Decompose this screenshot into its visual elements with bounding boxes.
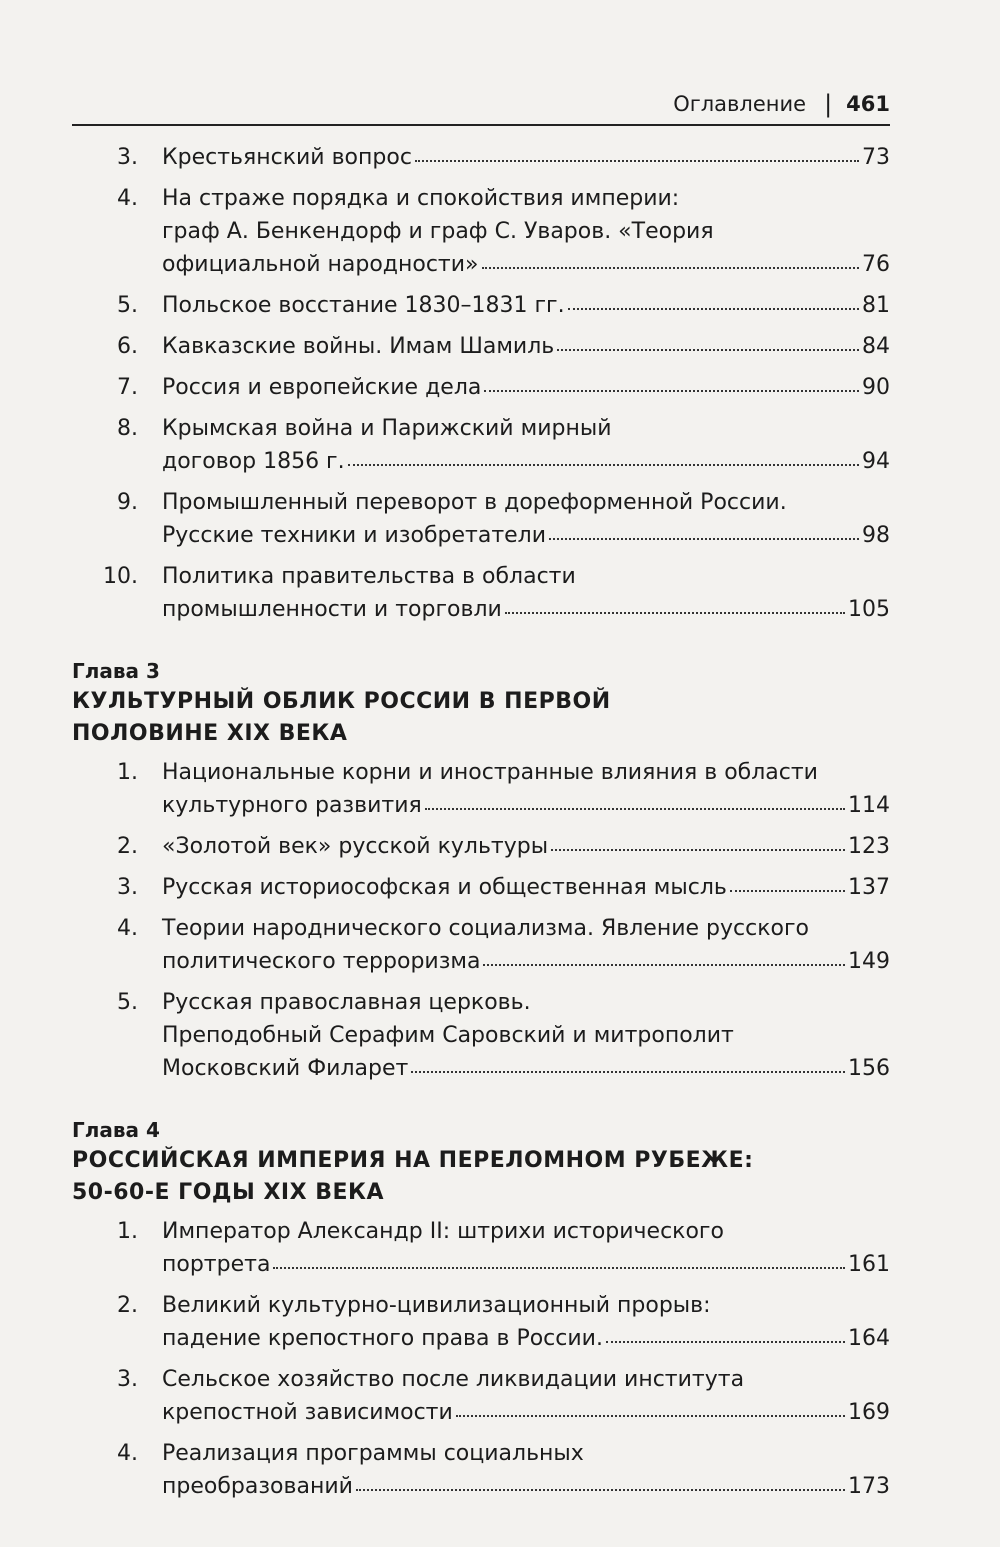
entry-page-number: 149 [848, 949, 890, 974]
dot-leader [484, 390, 859, 392]
toc-entry[interactable] [72, 330, 890, 363]
dot-leader [568, 308, 859, 310]
entry-body [162, 560, 890, 626]
entry-title-line: Сельское хозяйство после ликвидации института [162, 1367, 745, 1392]
entry-body [162, 141, 890, 174]
entry-body [162, 330, 890, 363]
entry-title-line: Император Александр II: штрихи исторического [162, 1219, 724, 1244]
dot-leader [505, 612, 845, 614]
entry-title-line: Теории народнического социализма. Явление русского [162, 916, 809, 941]
entry-title-line: культурного развития [162, 793, 422, 818]
entry-number: 1. [117, 760, 138, 785]
entry-last-line [162, 519, 890, 552]
dot-leader [273, 1267, 845, 1269]
toc-entry[interactable] [72, 371, 890, 404]
entry-last-line [162, 1248, 890, 1281]
dot-leader [549, 538, 859, 540]
toc-entry[interactable] [72, 756, 890, 822]
entry-page-number: 114 [848, 793, 890, 818]
entry-body [162, 1363, 890, 1429]
dot-leader [411, 1071, 845, 1073]
entry-title-line: Русская историософская и общественная мысль [162, 875, 727, 900]
entry-title-line: промышленности и торговли [162, 597, 502, 622]
toc-entry[interactable] [72, 871, 890, 904]
entry-page-number: 90 [862, 375, 890, 400]
entry-title-line: Кавказские войны. Имам Шамиль [162, 334, 555, 359]
chapter-title-line: 50-60-Е ГОДЫ XIX ВЕКА [72, 1180, 385, 1205]
entry-body [162, 182, 890, 281]
header-separator: | [824, 90, 833, 118]
entry-body [162, 371, 890, 404]
entry-last-line [162, 1470, 890, 1503]
entry-body [162, 830, 890, 863]
entry-title-line: Русская православная церковь. [162, 990, 531, 1015]
entry-title-line: граф А. Бенкендорф и граф С. Уваров. «Теория [162, 219, 714, 244]
entry-number: 9. [117, 490, 138, 515]
table-of-contents [72, 141, 890, 1511]
entry-body [162, 486, 890, 552]
entry-title-line: Национальные корни и иностранные влияния в области [162, 760, 818, 785]
entry-page-number: 94 [862, 449, 890, 474]
entry-last-line [162, 1396, 890, 1429]
entry-last-line [162, 330, 890, 363]
entry-number: 4. [117, 186, 138, 211]
toc-entry[interactable] [72, 560, 890, 626]
entry-page-number: 169 [848, 1400, 890, 1425]
entry-body [162, 289, 890, 322]
entry-title-line: договор 1856 г. [162, 449, 345, 474]
entry-page-number: 123 [848, 834, 890, 859]
toc-entry[interactable] [72, 830, 890, 863]
entry-title-line: портрета [162, 1252, 271, 1277]
entry-title-line: Реализация программы социальных [162, 1441, 584, 1466]
entry-title-line: крепостной зависимости [162, 1400, 453, 1425]
entry-body [162, 986, 890, 1085]
entry-title-line: «Золотой век» русской культуры [162, 834, 549, 859]
header-rule [72, 124, 890, 126]
toc-entry[interactable] [72, 182, 890, 281]
entry-last-line [162, 1052, 890, 1085]
toc-entry[interactable] [72, 1289, 890, 1355]
chapter-title-line: КУЛЬТУРНЫЙ ОБЛИК РОССИИ В ПЕРВОЙ [72, 689, 611, 714]
entry-title-line: На страже порядка и спокойствия империи: [162, 186, 680, 211]
dot-leader [425, 808, 845, 810]
entry-title-line: Россия и европейские дела [162, 375, 482, 400]
toc-entry[interactable] [72, 1437, 890, 1503]
dot-leader [606, 1341, 845, 1343]
entry-title-line: Промышленный переворот в дореформенной России. [162, 490, 787, 515]
entry-title-line: Польское восстание 1830–1831 гг. [162, 293, 565, 318]
entry-number: 2. [117, 1293, 138, 1318]
entry-title-line: Преподобный Серафим Саровский и митрополит [162, 1023, 734, 1048]
entry-last-line [162, 830, 890, 863]
entry-title-line: Политика правительства в области [162, 564, 576, 589]
dot-leader [482, 267, 860, 269]
entry-last-line [162, 945, 890, 978]
toc-entry[interactable] [72, 1363, 890, 1429]
entry-title-line: Великий культурно-цивилизационный прорыв: [162, 1293, 711, 1318]
entry-body [162, 871, 890, 904]
entry-page-number: 173 [848, 1474, 890, 1499]
entry-page-number: 81 [862, 293, 890, 318]
toc-entry[interactable] [72, 1215, 890, 1281]
dot-leader [348, 464, 859, 466]
section-title: Оглавление [673, 92, 807, 116]
entry-title-line: падение крепостного права в России. [162, 1326, 603, 1351]
entry-number: 3. [117, 1367, 138, 1392]
dot-leader [415, 160, 859, 162]
entry-number: 4. [117, 916, 138, 941]
chapter-label: Глава 4 [72, 1118, 160, 1142]
running-head [72, 86, 890, 122]
entry-title-line: Крестьянский вопрос [162, 145, 412, 170]
dot-leader [551, 849, 845, 851]
entry-title-line: Крымская война и Парижский мирный [162, 416, 612, 441]
toc-entry[interactable] [72, 412, 890, 478]
entry-number: 7. [117, 375, 138, 400]
entry-page-number: 98 [862, 523, 890, 548]
entry-number: 3. [117, 145, 138, 170]
chapter-heading [72, 656, 890, 750]
entry-last-line [162, 248, 890, 281]
entry-number: 5. [117, 990, 138, 1015]
dot-leader [456, 1415, 845, 1417]
entry-number: 4. [117, 1441, 138, 1466]
entry-last-line [162, 871, 890, 904]
entry-title-line: Московский Филарет [162, 1056, 409, 1081]
toc-entry[interactable] [72, 141, 890, 174]
chapter-label: Глава 3 [72, 659, 160, 683]
entry-number: 3. [117, 875, 138, 900]
entry-body [162, 1437, 890, 1503]
entry-title-line: официальной народности» [162, 252, 479, 277]
toc-entry[interactable] [72, 486, 890, 552]
toc-entry[interactable] [72, 289, 890, 322]
entry-last-line [162, 789, 890, 822]
entry-last-line [162, 371, 890, 404]
entry-title-line: политического терроризма [162, 949, 481, 974]
dot-leader [557, 349, 859, 351]
chapter-title-line: РОССИЙСКАЯ ИМПЕРИЯ НА ПЕРЕЛОМНОМ РУБЕЖЕ: [72, 1148, 754, 1173]
entry-number: 5. [117, 293, 138, 318]
entry-last-line [162, 289, 890, 322]
entry-body [162, 912, 890, 978]
entry-page-number: 161 [848, 1252, 890, 1277]
entry-title-line: преобразований [162, 1474, 353, 1499]
entry-title-line: Русские техники и изобретатели [162, 523, 547, 548]
toc-entry[interactable] [72, 912, 890, 978]
toc-entry[interactable] [72, 986, 890, 1085]
entry-number: 6. [117, 334, 138, 359]
entry-last-line [162, 593, 890, 626]
dot-leader [483, 964, 845, 966]
entry-page-number: 156 [848, 1056, 890, 1081]
entry-number: 2. [117, 834, 138, 859]
chapter-heading [72, 1115, 890, 1209]
entry-number: 8. [117, 416, 138, 441]
entry-page-number: 84 [862, 334, 890, 359]
entry-body [162, 1215, 890, 1281]
dot-leader [730, 890, 845, 892]
entry-page-number: 76 [862, 252, 890, 277]
entry-page-number: 137 [848, 875, 890, 900]
entry-last-line [162, 445, 890, 478]
entry-last-line [162, 1322, 890, 1355]
entry-number: 10. [103, 564, 138, 589]
entry-body [162, 412, 890, 478]
entry-last-line [162, 141, 890, 174]
chapter-title-line: ПОЛОВИНЕ XIX ВЕКА [72, 721, 348, 746]
entry-page-number: 105 [848, 597, 890, 622]
entry-number: 1. [117, 1219, 138, 1244]
entry-body [162, 1289, 890, 1355]
entry-page-number: 73 [862, 145, 890, 170]
page-number: 461 [846, 92, 890, 116]
entry-page-number: 164 [848, 1326, 890, 1351]
entry-body [162, 756, 890, 822]
dot-leader [356, 1489, 845, 1491]
